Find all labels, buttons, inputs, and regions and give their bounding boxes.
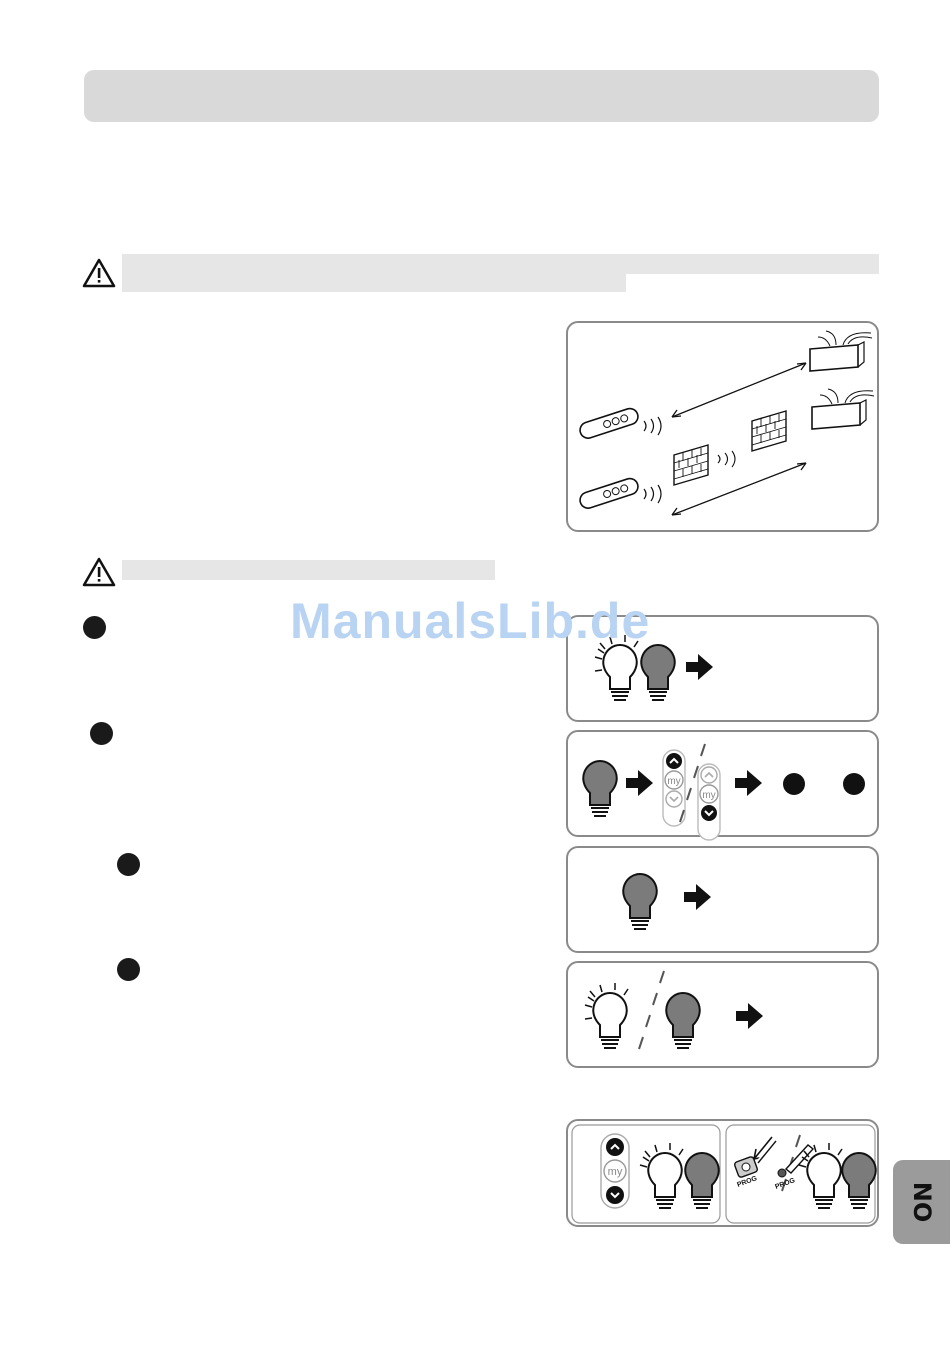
light-bulb-on-icon	[799, 1143, 842, 1208]
light-bulb-off-icon	[685, 1153, 718, 1208]
warning-icon	[82, 258, 116, 288]
step-bullet	[117, 853, 140, 876]
warning-highlight-bar	[122, 560, 495, 580]
step-panel-remote-buttons	[566, 730, 879, 837]
down-button-icon	[701, 805, 717, 821]
range-arrow	[672, 363, 806, 417]
arrow-right-icon	[686, 654, 713, 680]
my-button-label: my	[667, 776, 681, 787]
up-button-icon	[701, 767, 717, 783]
receiver-box-icon	[812, 389, 874, 429]
light-bulb-on-icon	[640, 1143, 683, 1208]
my-button-label: my	[702, 790, 716, 801]
language-tab	[893, 1160, 950, 1244]
arrow-right-icon	[735, 770, 762, 796]
step-bullet	[83, 616, 106, 639]
prog-label: PROG	[736, 1175, 759, 1189]
language-tab-label: NO	[907, 1181, 936, 1223]
down-button-icon	[606, 1186, 624, 1204]
section-header-bar	[84, 70, 879, 122]
signal-waves	[644, 417, 661, 435]
brick-wall-icon	[752, 411, 786, 451]
up-button-icon	[606, 1138, 624, 1156]
light-bulb-off-icon	[842, 1153, 875, 1208]
warning-icon	[82, 557, 116, 587]
light-bulb-off-icon	[623, 874, 656, 929]
step-panel-bulb-on-or-off	[566, 961, 879, 1068]
light-bulb-off-icon	[641, 645, 674, 700]
separator-slash	[639, 971, 664, 1049]
step-bullet	[117, 958, 140, 981]
result-bullet	[783, 773, 805, 795]
brick-wall-icon	[674, 445, 708, 485]
remote-control-icon	[578, 406, 640, 440]
prog-button-icon	[734, 1137, 776, 1189]
prog-label: PROG	[774, 1177, 797, 1191]
arrow-right-icon	[736, 1003, 763, 1029]
step-panel-bulb-off	[566, 846, 879, 953]
arrow-right-icon	[684, 884, 711, 910]
step-bullet	[90, 722, 113, 745]
down-button-icon	[666, 791, 682, 807]
light-bulb-off-icon	[666, 993, 699, 1048]
warning-highlight-bar	[122, 274, 626, 292]
remote-control-icon	[578, 476, 640, 510]
my-button-label: my	[607, 1166, 623, 1178]
step-panel-prog-confirm	[566, 1119, 879, 1227]
watermark-text: ManualsLib.de	[290, 593, 651, 649]
warning-highlight-bar	[122, 254, 879, 274]
light-bulb-off-icon	[583, 761, 616, 816]
range-illustration-panel	[566, 321, 879, 532]
receiver-box-icon	[810, 331, 872, 371]
up-button-icon	[666, 753, 682, 769]
result-bullet	[843, 773, 865, 795]
arrow-right-icon	[626, 770, 653, 796]
light-bulb-on-icon	[585, 983, 628, 1048]
